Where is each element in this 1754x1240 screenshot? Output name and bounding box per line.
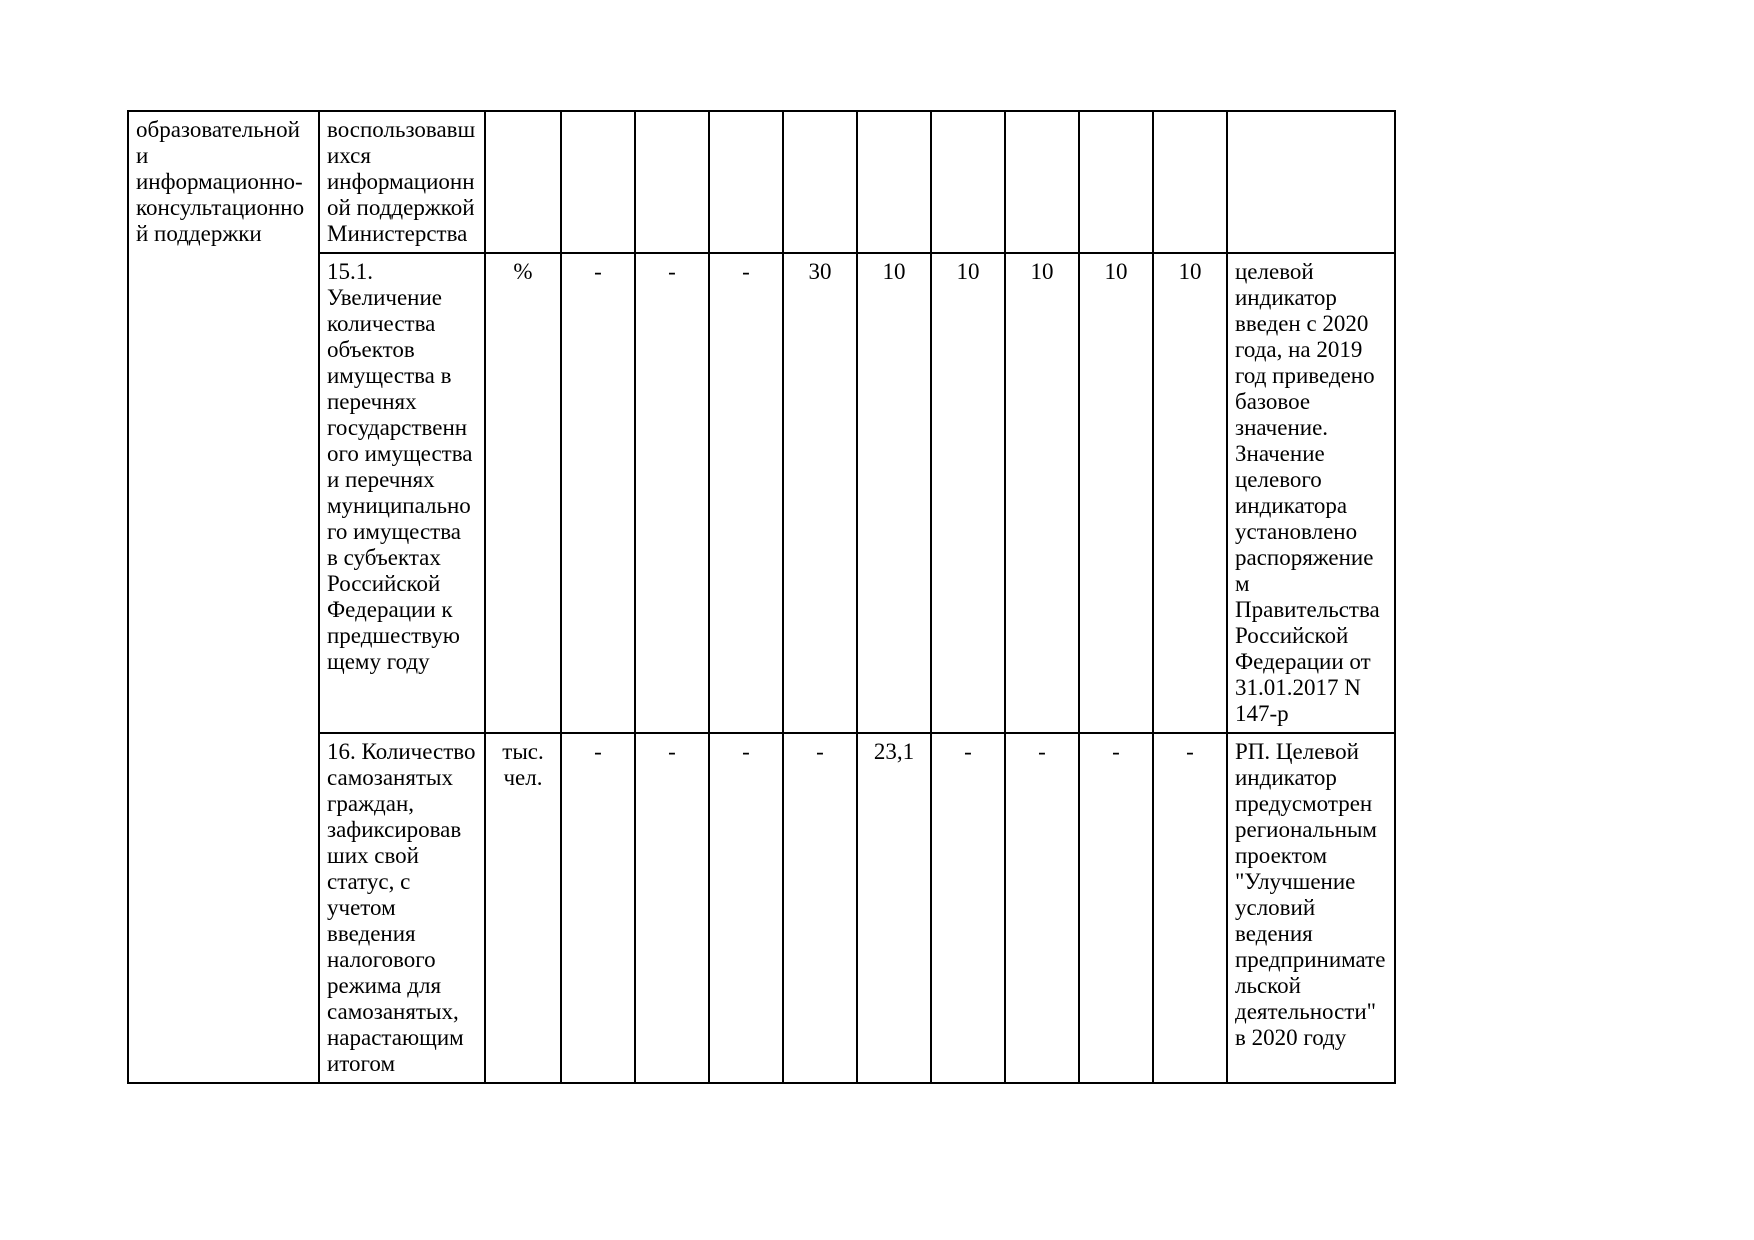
unit-cell — [485, 111, 561, 253]
value-cell: - — [1079, 733, 1153, 1083]
unit-cell: % — [485, 253, 561, 733]
value-cell: 10 — [1079, 253, 1153, 733]
table-row — [128, 253, 1395, 733]
value-cell — [783, 111, 857, 253]
value-cell — [709, 111, 783, 253]
value-cell: - — [561, 733, 635, 1083]
note-cell — [1227, 111, 1395, 253]
value-cell: - — [709, 253, 783, 733]
value-cell: - — [709, 733, 783, 1083]
value-cell: 30 — [783, 253, 857, 733]
value-cell: - — [635, 253, 709, 733]
value-cell: 23,1 — [857, 733, 931, 1083]
value-cell: - — [783, 733, 857, 1083]
value-cell: - — [1005, 733, 1079, 1083]
note-cell: РП. Целевой индикатор предусмотрен региональным проектом "Улучшение условий ведения предпринимательской деятельности" в 2020 году — [1227, 733, 1395, 1083]
value-cell: 10 — [1005, 253, 1079, 733]
value-cell — [1005, 111, 1079, 253]
value-cell: - — [635, 733, 709, 1083]
table-row — [128, 111, 1395, 253]
value-cell — [931, 111, 1005, 253]
value-cell — [1079, 111, 1153, 253]
value-cell: 10 — [931, 253, 1005, 733]
indicators-table — [127, 110, 1396, 1084]
indicator-name-cell: 16. Количество самозанятых граждан, зафиксировавших свой статус, с учетом введения налогового режима для самозанятых, нарастающим итогом — [319, 733, 485, 1083]
value-cell: - — [561, 253, 635, 733]
unit-cell: тыс. чел. — [485, 733, 561, 1083]
value-cell: - — [1153, 733, 1227, 1083]
value-cell: 10 — [1153, 253, 1227, 733]
value-cell — [857, 111, 931, 253]
value-cell — [1153, 111, 1227, 253]
value-cell: - — [931, 733, 1005, 1083]
spanning-category-cell: образовательной и информационно-консультационной поддержки — [128, 111, 319, 1083]
value-cell: 10 — [857, 253, 931, 733]
note-cell: целевой индикатор введен с 2020 года, на 2019 год приведено базовое значение. Значение целевого индикатора установлено распоряжением Правительства Российской Федерации от 31.01.2017 N 147-р — [1227, 253, 1395, 733]
indicator-name-cell: 15.1. Увеличение количества объектов имущества в перечнях государственного имущества и перечнях муниципального имущества в субъектах Российской Федерации к предшествующему году — [319, 253, 485, 733]
table-row — [128, 733, 1395, 1083]
value-cell — [635, 111, 709, 253]
indicator-name-cell: воспользовавшихся информационной поддержкой Министерства — [319, 111, 485, 253]
value-cell — [561, 111, 635, 253]
